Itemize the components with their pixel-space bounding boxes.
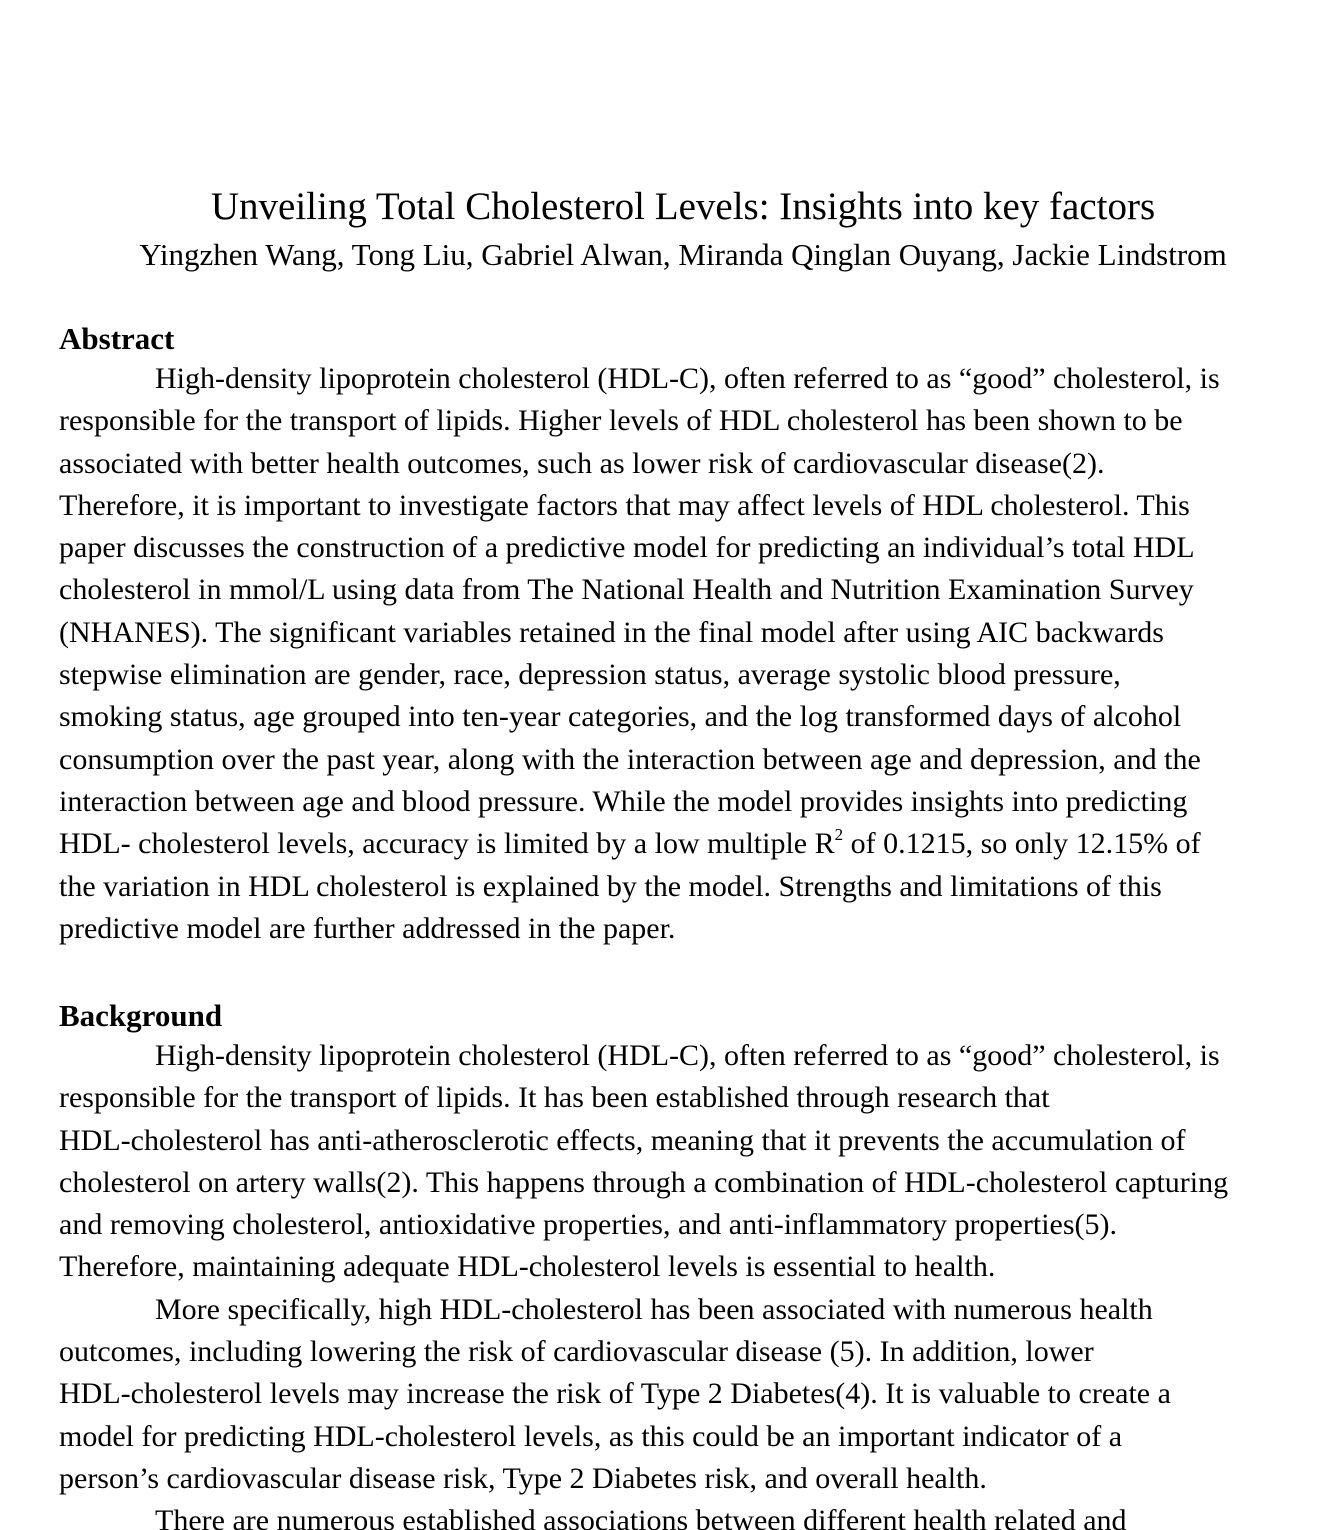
abstract-r2-text: HDL- cholesterol levels, accuracy is limited by a low multiple R <box>59 827 835 861</box>
background-line: model for predicting HDL-cholesterol levels, as this could be an important indicator of a <box>59 1419 1123 1453</box>
background-line: Therefore, maintaining adequate HDL-cholesterol levels is essential to health. <box>59 1250 996 1284</box>
abstract-line: the variation in HDL cholesterol is explained by the model. Strengths and limitations of this <box>59 869 1162 903</box>
abstract-line: High-density lipoprotein cholesterol (HDL-C), often referred to as “good” cholesterol, is <box>155 362 1220 395</box>
abstract-line: consumption over the past year, along with the interaction between age and depression, and the <box>59 742 1201 776</box>
abstract-line: Therefore, it is important to investigate factors that may affect levels of HDL cholesterol. This <box>59 488 1190 522</box>
abstract-line: predictive model are further addressed in the paper. <box>59 911 676 945</box>
abstract-line: associated with better health outcomes, such as lower risk of cardiovascular disease(2). <box>59 446 1105 480</box>
abstract-line: stepwise elimination are gender, race, depression status, average systolic blood pressure, <box>59 658 1121 692</box>
background-heading: Background <box>59 998 223 1033</box>
background-line: There are numerous established associations between different health related and <box>155 1504 1127 1530</box>
abstract-line: responsible for the transport of lipids. Higher levels of HDL cholesterol has been shown to be <box>59 404 1183 438</box>
background-line: More specifically, high HDL-cholesterol has been associated with numerous health <box>155 1292 1153 1326</box>
abstract-r2-value-text: of 0.1215, so only 12.15% of <box>843 827 1201 861</box>
background-line: person’s cardiovascular disease risk, Type 2 Diabetes risk, and overall health. <box>59 1461 987 1495</box>
abstract-line: (NHANES). The significant variables retained in the final model after using AIC backwards <box>59 615 1164 649</box>
abstract-heading: Abstract <box>59 321 175 356</box>
abstract-line: paper discusses the construction of a predictive model for predicting an individual’s total HDL <box>59 531 1195 565</box>
abstract-section <box>59 320 1329 950</box>
abstract-r2-line <box>59 823 1329 865</box>
abstract-line: interaction between age and blood pressure. While the model provides insights into predicting <box>59 784 1188 818</box>
background-line: High-density lipoprotein cholesterol (HDL-C), often referred to as “good” cholesterol, is <box>155 1039 1220 1072</box>
background-line: cholesterol on artery walls(2). This happens through a combination of HDL-cholesterol capturing <box>59 1165 1229 1199</box>
r2-superscript: 2 <box>834 825 844 845</box>
background-line: responsible for the transport of lipids. It has been established through research that <box>59 1081 1050 1115</box>
background-line: outcomes, including lowering the risk of cardiovascular disease (5). In addition, lower <box>59 1335 1094 1369</box>
abstract-line: cholesterol in mmol/L using data from The National Health and Nutrition Examination Survey <box>59 573 1194 607</box>
background-section <box>59 997 1329 1530</box>
background-line: HDL-cholesterol has anti-atherosclerotic effects, meaning that it prevents the accumulation of <box>59 1123 1186 1157</box>
background-line: HDL-cholesterol levels may increase the risk of Type 2 Diabetes(4). It is valuable to create a <box>59 1377 1171 1411</box>
background-line: and removing cholesterol, antioxidative properties, and anti-inflammatory properties(5). <box>59 1208 1117 1242</box>
paper-title: Unveiling Total Cholesterol Levels: Insights into key factors <box>210 185 1156 228</box>
abstract-line: smoking status, age grouped into ten-year categories, and the log transformed days of alcohol <box>59 700 1182 734</box>
paper-authors: Yingzhen Wang, Tong Liu, Gabriel Alwan, Miranda Qinglan Ouyang, Jackie Lindstrom <box>139 237 1227 272</box>
